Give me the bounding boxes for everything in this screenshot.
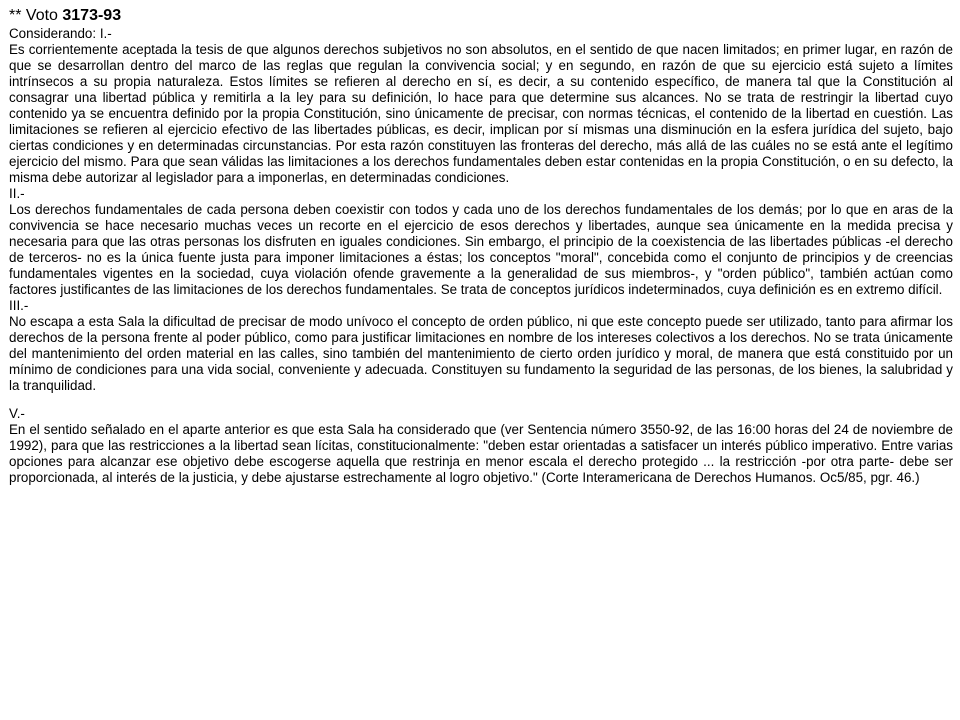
section-ii-label: II.- bbox=[9, 186, 25, 201]
title-prefix: ** Voto bbox=[9, 7, 63, 24]
considerando-label: Considerando: I.- bbox=[9, 26, 112, 41]
document-body bbox=[9, 6, 953, 486]
document-title bbox=[9, 6, 953, 26]
title-number: 3173-93 bbox=[62, 7, 122, 24]
section-iii-label: III.- bbox=[9, 298, 29, 313]
section-i-text: Es corrientemente aceptada la tesis de que algunos derechos subjetivos no son absolutos, en el sentido de que nacen limitados; en primer lugar, en razón de que se desarrollan dentro del marco de las reglas que regulan la convivencia social; y en segundo, en razón de que su ejercicio está sujeto a límites intrínsecos a su propia naturaleza. Estos límites se refieren al derecho en sí, es decir, a su contenido específico, de manera tal que la Constitución al consagrar una libertad pública y remitirla a la ley para su definición, lo hace para que determine sus alcances. No se trata de restringir la libertad cuyo contenido ya se encuentra definido por la propia Constitución, sino únicamente de precisar, con normas técnicas, el contenido de la libertad en cuestión. Las limitaciones se refieren al ejercicio efectivo de las libertades públicas, es decir, implican por sí mismas una disminución en la esfera jurídica del sujeto, bajo ciertas condiciones y en determinadas circunstancias. Por esta razón constituyen las fronteras del derecho, más allá de las cuáles no se está ante el legítimo ejercicio del mismo. Para que sean válidas las limitaciones a los derechos fundamentales deben estar contenidas en la propia Constitución, o en su defecto, la misma debe autorizar al legislador para a imponerlas, en determinadas condiciones. bbox=[9, 42, 953, 185]
section-v-label: V.- bbox=[9, 406, 25, 421]
section-ii-text: Los derechos fundamentales de cada persona deben coexistir con todos y cada uno de los derechos fundamentales de los demás; por lo que en aras de la convivencia se hace necesario muchas veces un recorte en el ejercicio de esos derechos y libertades, aunque sea únicamente en la medida precisa y necesaria para que las otras personas los disfruten en iguales condiciones. Sin embargo, el principio de la coexistencia de las libertades públicas -el derecho de terceros- no es la única fuente justa para imponer limitaciones a éstas; los conceptos "moral", concebida como el conjunto de principios y de creencias fundamentales vigentes en la sociedad, cuya violación ofende gravemente a la generalidad de sus miembros-, y "orden público", también actúan como factores justificantes de las limitaciones de los derechos fundamentales. Se trata de conceptos jurídicos indeterminados, cuya definición es en extremo difícil. bbox=[9, 202, 953, 297]
section-v-text: En el sentido señalado en el aparte anterior es que esta Sala ha considerado que (ver Sentencia número 3550-92, de las 16:00 horas del 24 de noviembre de 1992), para que las restricciones a la libertad sean lícitas, constitucionalmente: "deben estar orientadas a satisfacer un interés público imperativo. Entre varias opciones para alcanzar ese objetivo debe escogerse aquella que restrinja en menor escala el derecho protegido ... la restricción -por otra parte- debe ser proporcionada, al interés de la justicia, y debe ajustarse estrechamente al logro objetivo." (Corte Interamericana de Derechos Humanos. Oc5/85, pgr. 46.) bbox=[9, 422, 953, 485]
section-spacer bbox=[9, 394, 953, 406]
section-iii-text: No escapa a esta Sala la dificultad de precisar de modo unívoco el concepto de orden público, ni que este concepto puede ser utilizado, tanto para afirmar los derechos de la persona frente al poder público, como para justificar limitaciones en nombre de los intereses colectivos a los derechos. No se trata únicamente del mantenimiento del orden material en las calles, sino también del mantenimiento de cierto orden jurídico y moral, de manera que está constituido por un mínimo de condiciones para una vida social, conveniente y adecuada. Constituyen su fundamento la seguridad de las personas, de los bienes, la salubridad y la tranquilidad. bbox=[9, 314, 953, 393]
